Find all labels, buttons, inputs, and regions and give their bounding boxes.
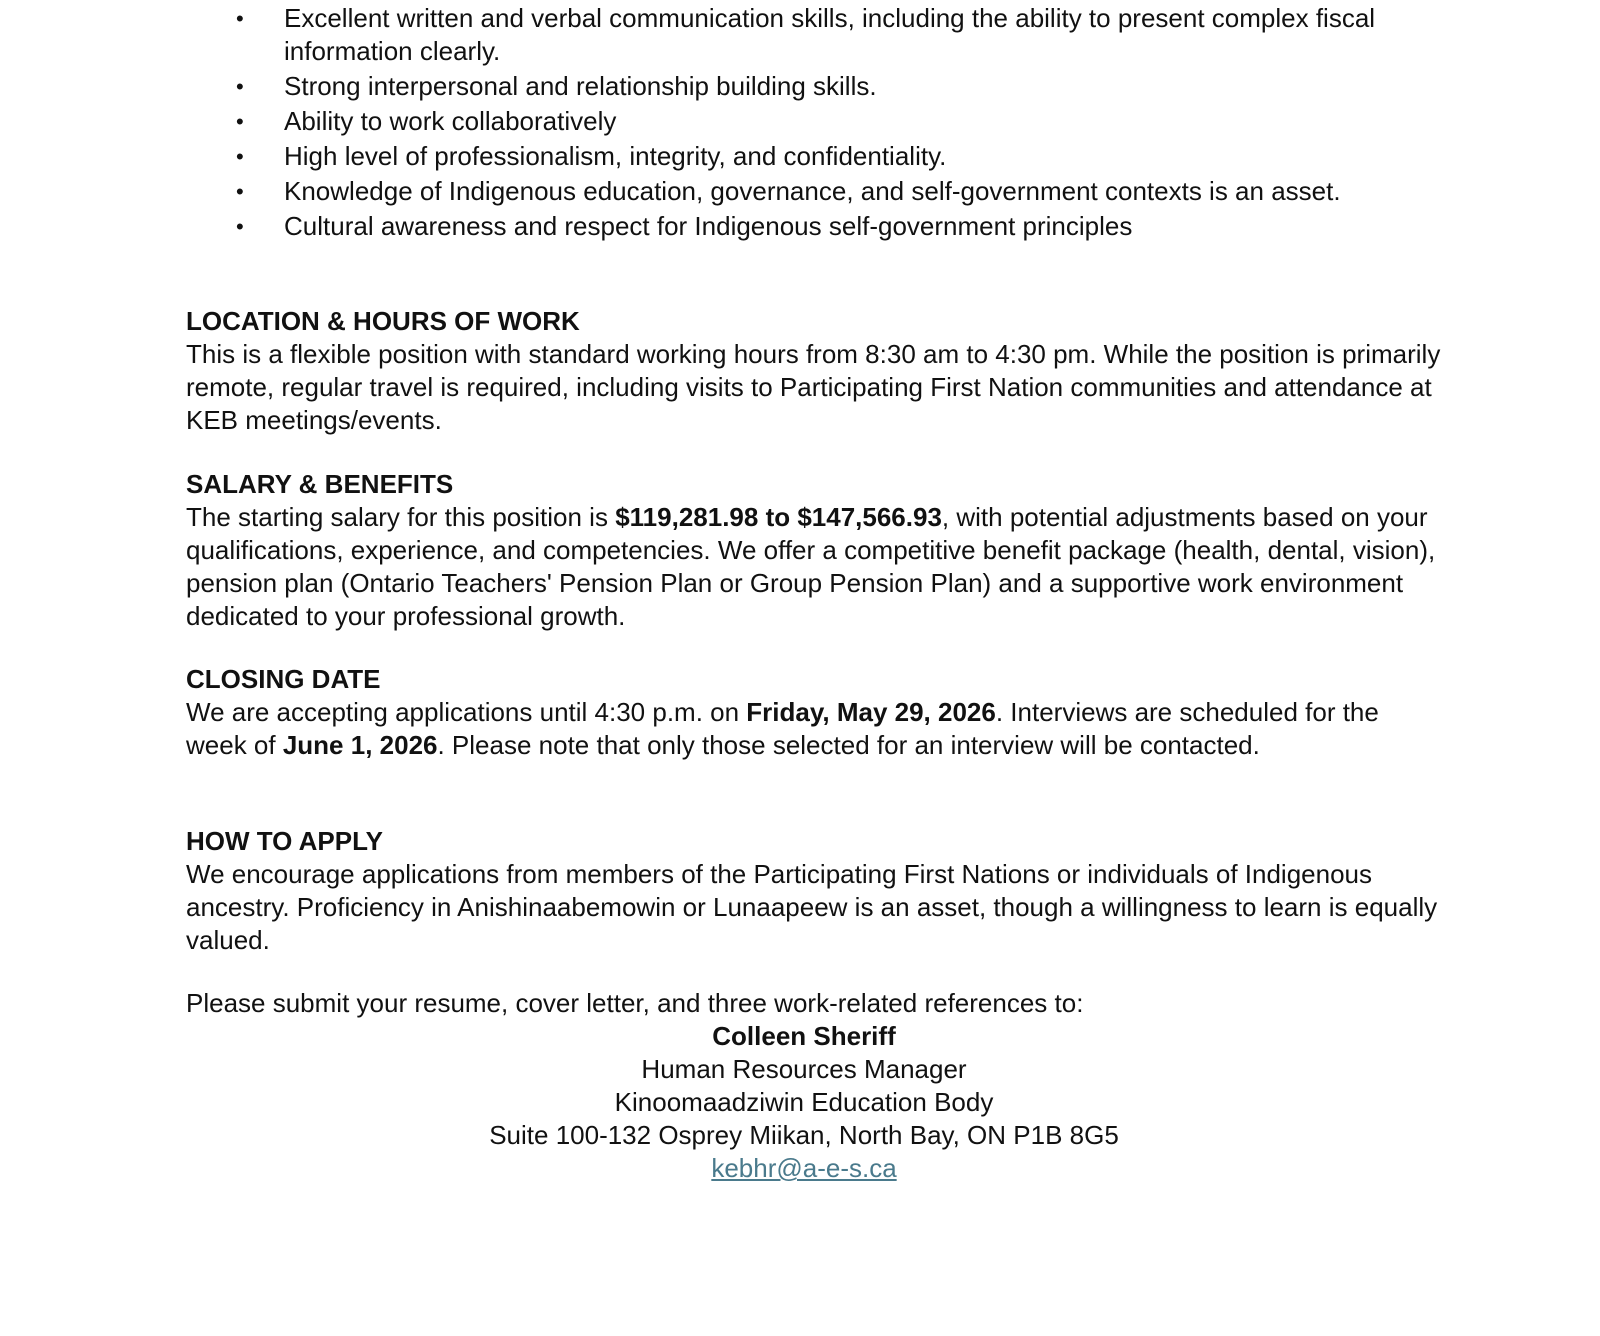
location-body: This is a flexible position with standard working hours from 8:30 am to 4:30 pm. While the position is primarily remote, regular travel is required, including visits to Participating First Nation communities and attendance at KEB meetings/events. <box>186 339 1441 435</box>
interview-week: June 1, 2026 <box>282 730 438 760</box>
bullet-icon: • <box>236 6 244 31</box>
bullet-icon: • <box>236 144 244 169</box>
contact-email-link[interactable]: kebhr@a-e-s.ca <box>711 1153 897 1183</box>
list-item: • Knowledge of Indigenous education, governance, and self-government contexts is an asset. <box>236 176 1341 206</box>
salary-range: $119,281.98 to $147,566.93 <box>615 502 942 532</box>
bullet-icon: • <box>236 179 244 204</box>
list-item: • Ability to work collaboratively <box>236 106 617 136</box>
salary-heading: SALARY & BENEFITS <box>186 469 454 499</box>
location-heading: LOCATION & HOURS OF WORK <box>186 306 580 336</box>
apply-body: We encourage applications from members of the Participating First Nations or individuals of Indigenous ancestry. Proficiency in Anishinaabemowin or Lunaapeew is an asset, though a willingness to learn is equally valued. <box>186 859 1438 955</box>
contact-title: Human Resources Manager <box>641 1054 967 1084</box>
list-item: • Excellent written and verbal communication skills, including the ability to present complex fiscal information clearly. <box>236 3 1376 66</box>
submit-instructions <box>186 987 1446 1020</box>
salary-section <box>186 468 1446 633</box>
bullet-icon: • <box>236 214 244 239</box>
bullet-icon: • <box>236 74 244 99</box>
apply-section <box>186 825 1446 957</box>
bullet-icon: • <box>236 109 244 134</box>
qualifications-list <box>186 2 1446 245</box>
location-section <box>186 305 1446 437</box>
contact-organization: Kinoomaadziwin Education Body <box>614 1087 994 1117</box>
contact-name: Colleen Sheriff <box>712 1021 896 1051</box>
list-item: • Cultural awareness and respect for Indigenous self-government principles <box>236 211 1133 241</box>
contact-address: Suite 100-132 Osprey Miikan, North Bay, ON P1B 8G5 <box>489 1120 1119 1150</box>
contact-block <box>186 1020 1422 1185</box>
closing-section <box>186 663 1446 762</box>
closing-date: Friday, May 29, 2026 <box>746 697 996 727</box>
closing-body: We are accepting applications until 4:30 p.m. on Friday, May 29, 2026. Interviews are scheduled for the week of June 1, 2026. Please note that only those selected for an interview will be contacted. <box>186 697 1379 760</box>
closing-heading: CLOSING DATE <box>186 664 381 694</box>
salary-body: The starting salary for this position is $119,281.98 to $147,566.93, with potential adjustments based on your qualifications, experience, and competencies. We offer a competitive benefit package (health, dental, vision), pension plan (Ontario Teachers' Pension Plan or Group Pension Plan) and a supportive work environment dedicated to your professional growth. <box>186 502 1436 631</box>
apply-heading: HOW TO APPLY <box>186 826 383 856</box>
list-item: • High level of professionalism, integrity, and confidentiality. <box>236 141 947 171</box>
submit-line: Please submit your resume, cover letter, and three work-related references to: <box>186 988 1084 1018</box>
list-item: • Strong interpersonal and relationship building skills. <box>236 71 877 101</box>
